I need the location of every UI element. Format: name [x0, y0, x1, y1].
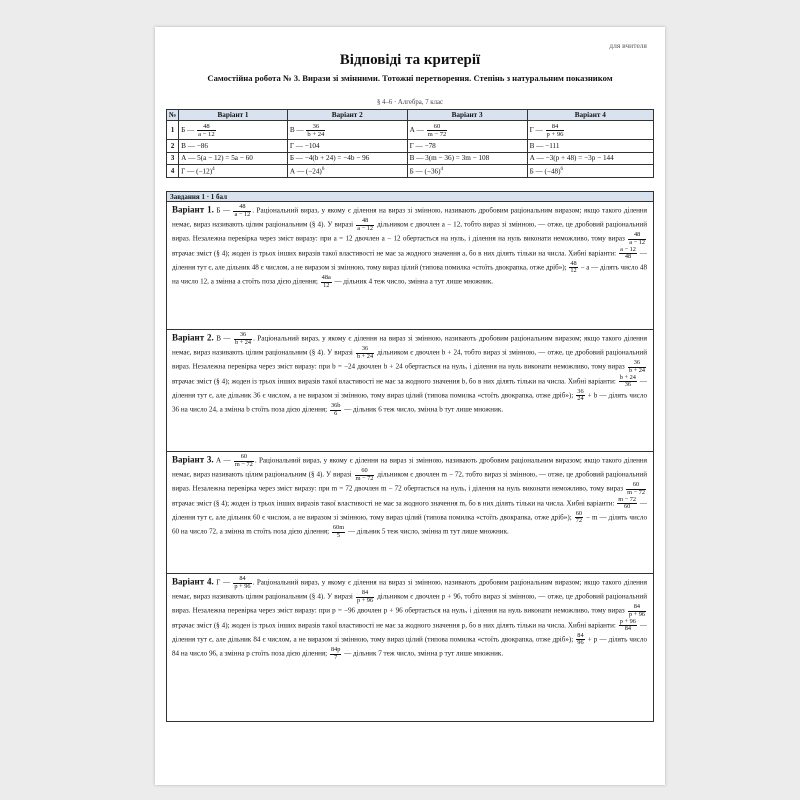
fraction	[321, 275, 332, 289]
fraction	[619, 247, 637, 261]
fraction-denominator: b + 24	[234, 338, 252, 346]
table-row	[167, 165, 654, 178]
fraction-numerator: 60	[234, 454, 254, 462]
fraction-denominator: m − 72	[355, 474, 374, 482]
answer-cell: Г — −78	[407, 140, 527, 153]
page-title: Відповіді та критерії	[339, 52, 481, 68]
answer-cell: Б — −4(b + 24) = −4b − 96	[287, 152, 407, 165]
answer-cell: А — $(-24)^6$	[287, 165, 407, 178]
table-row	[167, 121, 654, 140]
fraction-denominator: a − 12	[198, 130, 215, 138]
fraction	[427, 123, 448, 138]
fraction-denominator: a − 12	[629, 238, 645, 246]
fraction	[356, 346, 374, 360]
fraction-numerator: 84	[233, 576, 251, 584]
fraction	[628, 360, 646, 374]
variant-block: Варіант 1. Б — $\frac{48}{a - 12}$ . Раціональний вираз, у якому є ділення на вираз зі змінною, називають дробовим раціональним виразом; якщо такого ділення немає, вираз називають цілим раціональним (§ 4). У виразі $\frac{48}{a - 12}$ дільником є двочлен a − 12, тобто вираз зі змінною, — отже, це дробовий раціональний вираз. Незалежна перевірка через зміст виразу: при a = 12 двочлен a − 12 обертається на нуль, і ділення на нуль виконати неможливо, тому вираз $\frac{48}{a - 12}$ втрачає зміст (§ 4); жоден із трьох інших виразів такої властивості не має за жодного значення a, бо в них ділять тільки на числа. Хибні варіанти: $\frac{a - 12}{48}$ — ділення тут є, але дільник 48 є числом, а не виразом зі змінною, тому вираз цілий (типова помилка «стоїть двокрапка, отже дріб»); $\frac{48}{12}$ − a — ділять число 48 на число 12, а змінна a стоїть поза дією ділення; $\frac{48a}{12}$ — дільник 4 теж число, змінна a тут лише множник.	[167, 202, 653, 330]
fraction	[356, 218, 374, 232]
answer-cell: Г — $(-12)^4$	[179, 165, 288, 178]
answer-cell: А — 5(a − 12) = 5a − 60	[179, 152, 288, 165]
fraction	[197, 123, 216, 138]
table-header-cell: Варіант 4	[527, 110, 653, 121]
answer-cell: Б — $(-36)^4$	[407, 165, 527, 178]
fraction-denominator: 12	[323, 281, 330, 289]
fraction-denominator: a − 12	[234, 210, 251, 218]
fraction-denominator: p + 96	[234, 582, 251, 590]
fraction	[234, 332, 252, 346]
fraction	[628, 232, 646, 246]
row-number: 2	[167, 140, 179, 153]
fraction-denominator: 96	[577, 639, 584, 647]
answer-cell: В — −86	[179, 140, 288, 153]
fraction-denominator: 6	[334, 409, 338, 417]
fraction-denominator: a − 12	[357, 224, 374, 232]
fraction-denominator: m − 72	[627, 488, 645, 496]
fraction	[569, 261, 577, 275]
fraction-numerator: 84p	[330, 645, 341, 653]
section-meta: § 4–6 · Алгебра, 7 клас	[376, 99, 444, 106]
answer-cell: В — $\frac{36}{b + 24}$	[287, 121, 407, 140]
fraction	[576, 389, 584, 403]
fraction-denominator: b + 24	[628, 366, 645, 374]
fraction	[575, 511, 583, 525]
fraction-numerator: 60	[427, 123, 448, 131]
answer-cell: А — $\frac{60}{m - 72}$	[407, 121, 527, 140]
fraction-numerator: 48	[233, 204, 251, 212]
fraction	[233, 576, 251, 590]
fraction	[306, 123, 325, 138]
fraction-numerator: 36	[577, 387, 584, 395]
row-number: 4	[167, 165, 179, 178]
exponent: 6	[321, 166, 325, 172]
fraction	[330, 403, 341, 417]
fraction	[332, 525, 345, 539]
exponent: 4	[440, 166, 444, 172]
table-header-cell: Варіант 1	[179, 110, 288, 121]
fraction-numerator: 84	[546, 123, 565, 131]
fraction-numerator: p + 96	[619, 617, 636, 625]
fraction	[626, 482, 646, 496]
fraction	[619, 375, 637, 389]
variant-block: Варіант 3. А — $\frac{60}{m - 72}$ . Раціональний вираз, у якому є ділення на вираз зі змінною, називають дробовим раціональним виразом; якщо такого ділення немає, вираз називають цілим раціональним (§ 4). У виразі $\frac{60}{m - 72}$ дільником є двочлен m − 72, тобто вираз зі змінною, — отже, це дробовий раціональний вираз. Незалежна перевірка через зміст виразу: при m = 72 двочлен m − 72 обертається на нуль, і ділення на нуль виконати неможливо, тому вираз $\frac{60}{m - 72}$ втрачає зміст (§ 4); жоден із трьох інших виразів такої властивості не має за жодного значення m, бо в них ділять тільки на числа. Хибні варіанти: $\frac{m - 72}{60}$ — ділення тут є, але дільник 60 є числом, а не виразом зі змінною, тому вираз цілий (типова помилка «стоїть двокрапка, отже дріб»); $\frac{60}{72}$ − m — ділять число 60 на число 72, а змінна m стоїть поза дією ділення; $\frac{60m}{5}$ — дільник 5 теж число, змінна m тут лише множник.	[167, 452, 653, 574]
fraction-denominator: b + 24	[307, 130, 325, 138]
fraction-denominator: 7	[334, 653, 338, 661]
fraction-denominator: m − 72	[427, 130, 447, 138]
fraction-numerator: 48	[356, 218, 374, 226]
exponent: 4	[212, 166, 215, 172]
variant-block: Варіант 4. Г — $\frac{84}{p + 96}$ . Раціональний вираз, у якому є ділення на вираз зі змінною, називають дробовим раціональним виразом; якщо такого ділення немає, вираз називають цілим раціональним (§ 4). У виразі $\frac{84}{p + 96}$ дільником є двочлен p + 96, тобто вираз зі змінною, — отже, це дробовий раціональний вираз. Незалежна перевірка через зміст виразу: при p = −96 двочлен p + 96 обертається на нуль, і ділення на нуль виконати неможливо, тому вираз $\frac{84}{p + 96}$ втрачає зміст (§ 4); жоден із трьох інших виразів такої властивості не має за жодного значення p, бо в них ділять тільки на числа. Хибні варіанти: $\frac{p + 96}{84}$ — ділення тут є, але дільник 84 є числом, а не виразом зі змінною, тому вираз цілий (типова помилка «стоїть двокрапка, отже дріб»); $\frac{84}{96}$ + p — ділять число 84 на число 96, а змінна p стоїть поза дією ділення; $\frac{84p}{7}$ — дільник 7 теж число, змінна p тут лише множник.	[172, 575, 648, 661]
fraction-denominator: m − 72	[234, 460, 253, 468]
fraction-numerator: 84	[356, 590, 374, 598]
fraction	[330, 647, 341, 661]
answer-cell: А — −3(p + 48) = −3p − 144	[527, 152, 653, 165]
fraction-numerator: 60m	[332, 523, 345, 531]
answer-cell: Б — $\frac{48}{a - 12}$	[179, 121, 288, 140]
answer-cell: Г — −104	[287, 140, 407, 153]
fraction-numerator: 60	[575, 509, 582, 517]
fraction	[617, 497, 637, 511]
table-header-cell: №	[167, 110, 179, 121]
answer-cell: Г — $\frac{84}{p + 96}$	[527, 121, 653, 140]
task-header: Завдання 1 · 1 бал	[167, 192, 653, 202]
answer-cell: Б — $(-48)^6$	[527, 165, 653, 178]
fraction	[546, 123, 565, 138]
fraction-numerator: 84	[577, 631, 584, 639]
answer-cell: В — −111	[527, 140, 653, 153]
fraction-numerator: b + 24	[619, 373, 636, 381]
fraction-numerator: 36	[234, 332, 252, 340]
fraction-denominator: 36	[624, 381, 632, 389]
fraction-numerator: 48	[628, 232, 646, 240]
fraction-denominator: b + 24	[356, 352, 374, 360]
fraction-denominator: 12	[570, 267, 577, 275]
fraction	[355, 468, 375, 482]
fraction-numerator: 60	[355, 468, 375, 476]
fraction-denominator: 60	[623, 503, 631, 511]
variant-heading: Варіант 2.	[172, 332, 214, 343]
audience-note: для вчителя	[609, 41, 647, 50]
table-row	[167, 140, 654, 153]
row-number: 1	[167, 121, 179, 140]
fraction-numerator: 48a	[321, 273, 331, 281]
fraction-denominator: p + 96	[546, 130, 564, 138]
fraction-denominator: p + 96	[356, 596, 374, 604]
task-criteria-box	[166, 191, 654, 722]
variant-block: Варіант 2. В — $\frac{36}{b + 24}$ . Раціональний вираз, у якому є ділення на вираз зі змінною, називають дробовим раціональним виразом; якщо такого ділення немає, вираз називають цілим раціональним (§ 4). У виразі $\frac{36}{b + 24}$ дільником є двочлен b + 24, тобто вираз зі змінною, — отже, це дробовий раціональний вираз. Незалежна перевірка через зміст виразу: при b = −24 двочлен b + 24 обертається на нуль, і ділення на нуль виконати неможливо, тому вираз $\frac{36}{b + 24}$ втрачає зміст (§ 4); жоден із трьох інших виразів такої властивості не має за жодного значення b, бо в них ділять тільки на числа. Хибні варіанти: $\frac{b + 24}{36}$ — ділення тут є, але дільник 36 є числом, а не виразом зі змінною, тому вираз цілий (типова помилка «стоїть двокрапка, отже дріб»); $\frac{36}{24}$ + b — ділять число 36 на число 24, а змінна b стоїть поза дією ділення; $\frac{36b}{6}$ — дільник 6 теж число, змінна b тут лише множник.	[167, 330, 653, 452]
document-page	[155, 27, 665, 785]
fraction	[234, 454, 254, 468]
fraction-numerator: 60	[626, 482, 646, 490]
fraction-numerator: 36	[356, 346, 374, 354]
fraction	[356, 590, 374, 604]
answers-table	[166, 109, 654, 178]
variant-heading: Варіант 3.	[172, 454, 214, 465]
fraction	[628, 604, 646, 618]
fraction-denominator: 84	[624, 625, 632, 633]
table-header-cell: Варіант 2	[287, 110, 407, 121]
fraction-denominator: 24	[577, 395, 584, 403]
fraction-numerator: 36	[628, 360, 646, 368]
row-number: 3	[167, 152, 179, 165]
page-subtitle: Самостійна робота № 3. Вирази зі змінними. Тотожні перетворення. Степінь з натуральним показником	[207, 73, 613, 83]
answer-cell: В — 3(m − 36) = 3m − 108	[407, 152, 527, 165]
fraction-numerator: 36	[306, 123, 325, 131]
fraction-numerator: 48	[197, 123, 216, 131]
fraction-numerator: 36b	[330, 401, 341, 409]
fraction-numerator: a − 12	[620, 245, 636, 253]
fraction	[619, 619, 637, 633]
fraction-denominator: 72	[575, 517, 582, 525]
fraction-denominator: 5	[336, 531, 341, 539]
fraction	[233, 204, 251, 218]
fraction	[576, 633, 584, 647]
fraction-denominator: p + 96	[628, 610, 645, 618]
fraction-numerator: 48	[570, 259, 577, 267]
variant-heading: Варіант 1.	[172, 204, 214, 215]
table-header-cell: Варіант 3	[407, 110, 527, 121]
table-row	[167, 152, 654, 165]
exponent: 6	[560, 166, 564, 172]
fraction-numerator: 84	[628, 604, 646, 612]
fraction-denominator: 48	[624, 253, 632, 261]
fraction-numerator: m − 72	[618, 495, 637, 503]
variant-heading: Варіант 4.	[172, 576, 214, 587]
